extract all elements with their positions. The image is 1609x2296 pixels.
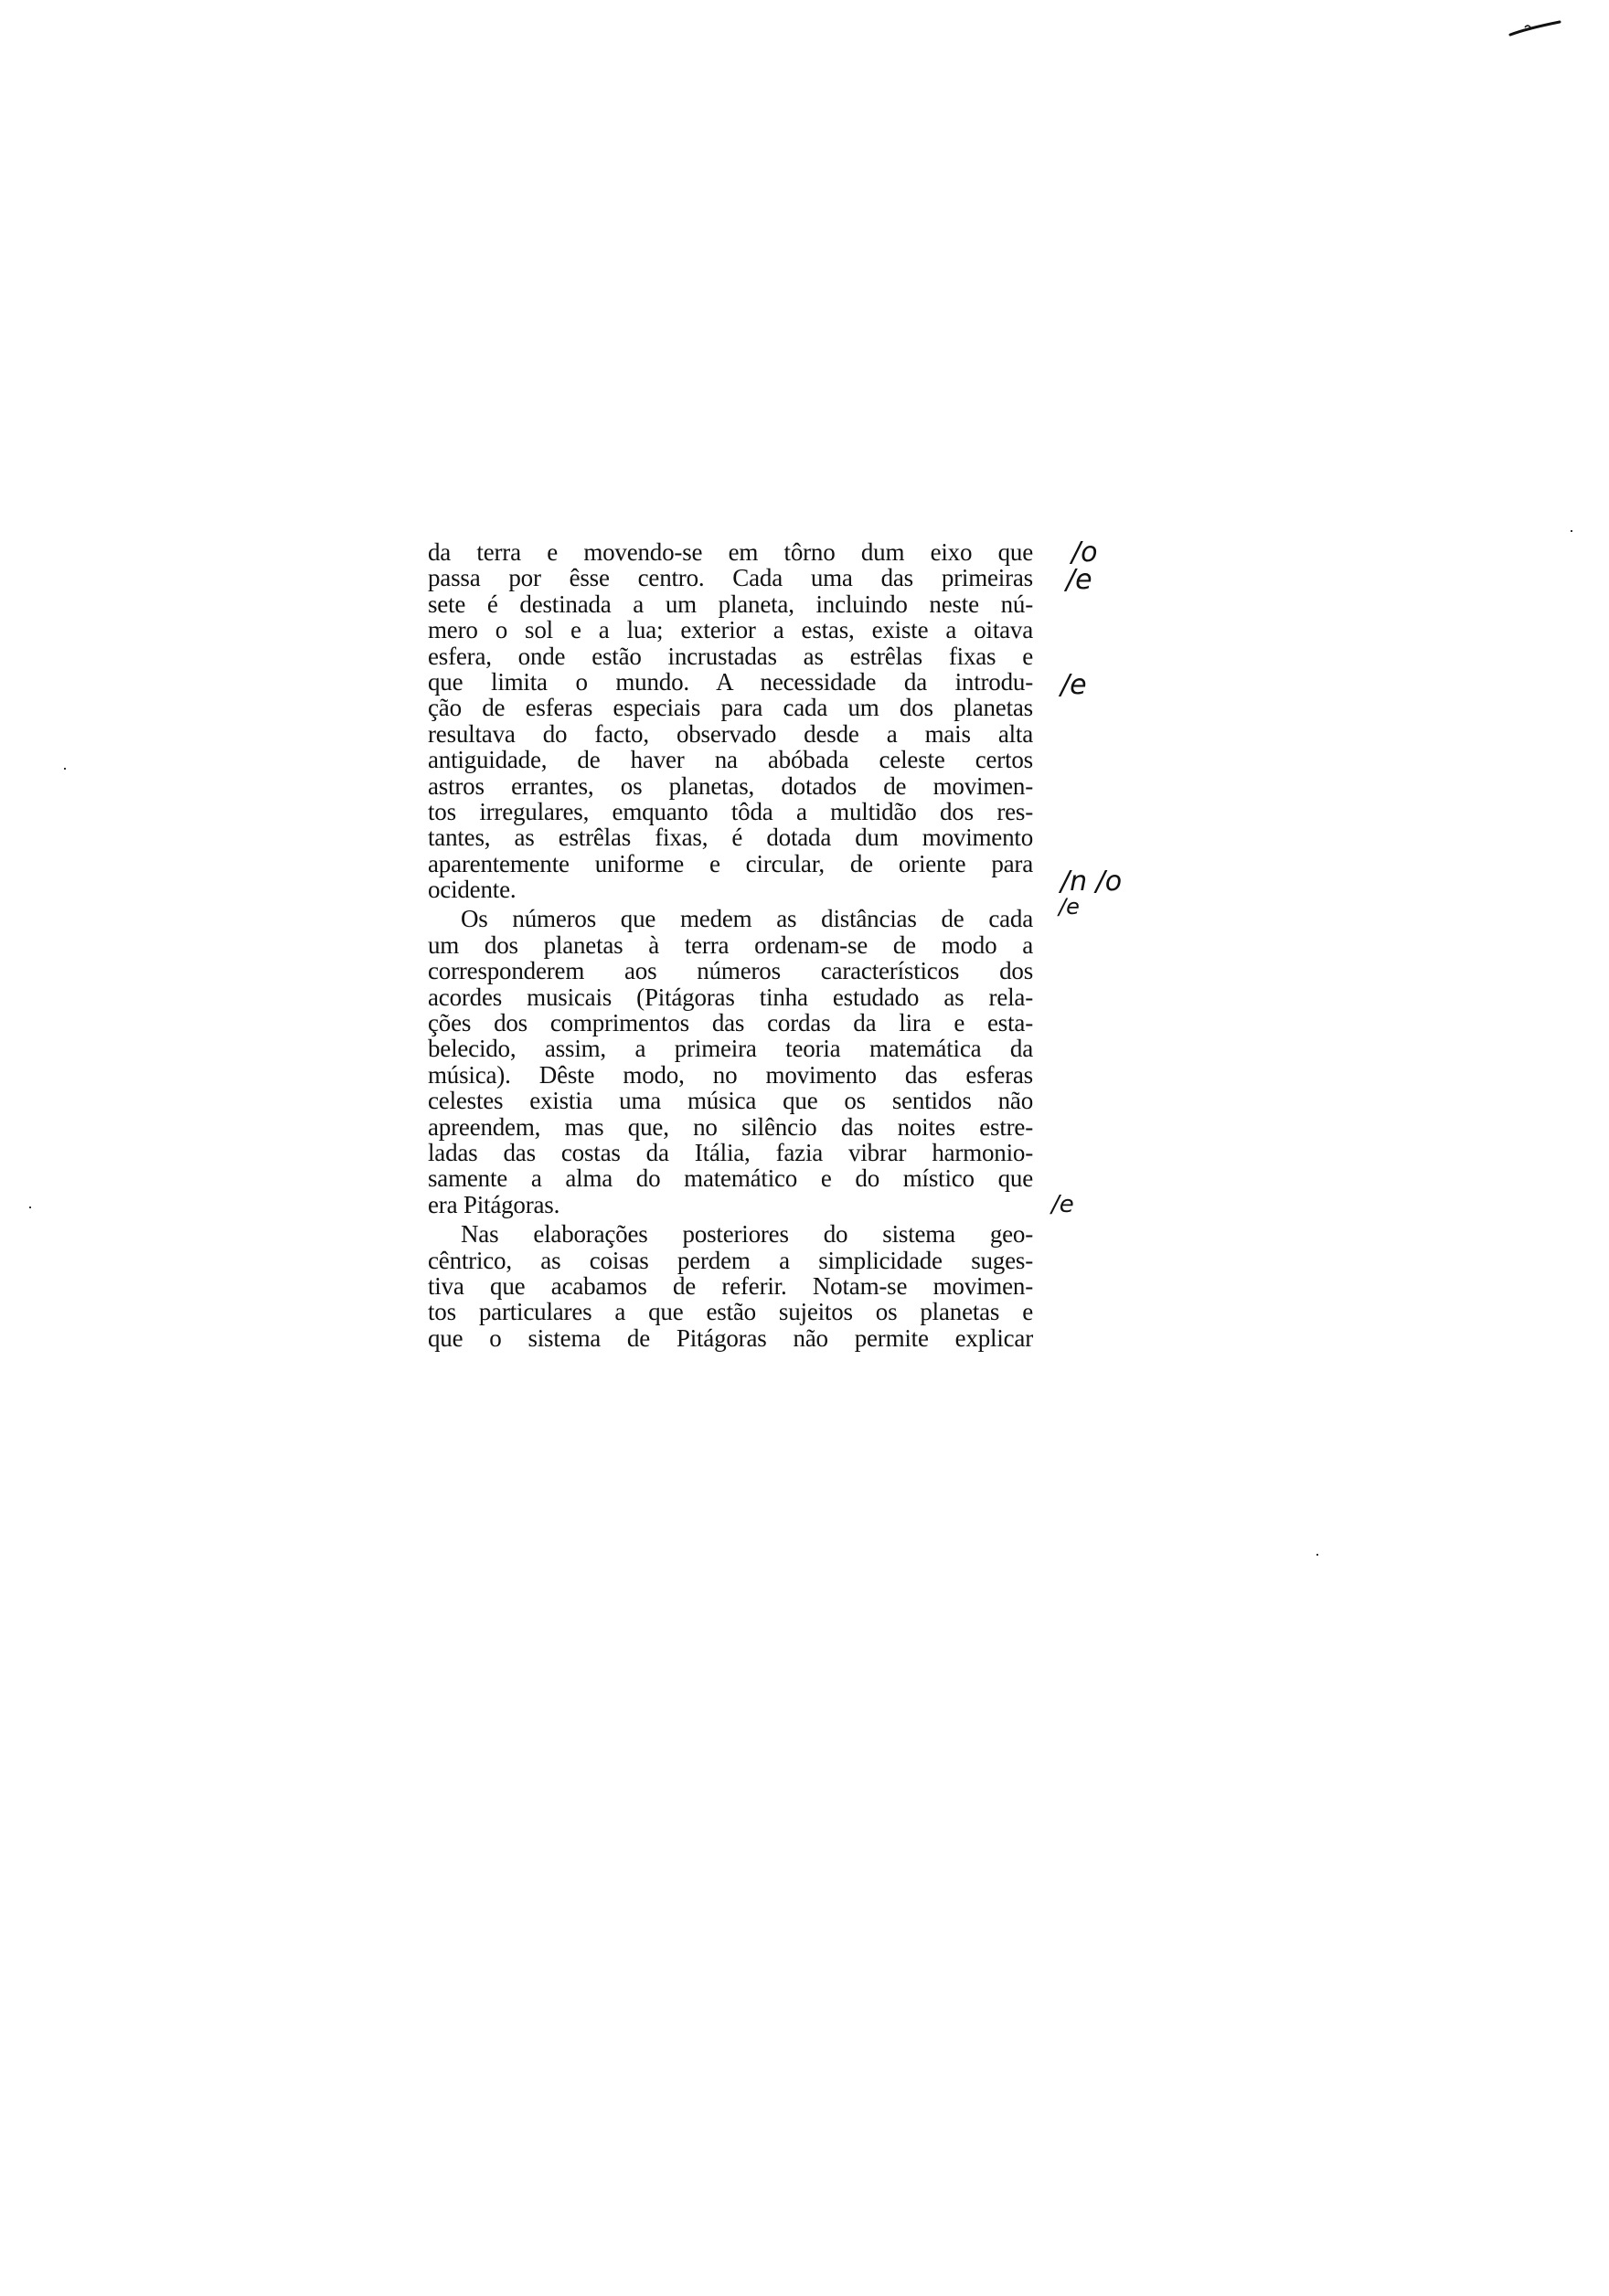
text-line: acordes musicais (Pitágoras tinha estudado as rela- (428, 983, 1033, 1011)
margin-annotation: /e (1066, 564, 1092, 596)
text-line: tos particulares a que estão sujeitos os planetas e (428, 1298, 1033, 1326)
text-line: cêntrico, as coisas perdem a simplicidade suges- (428, 1246, 1033, 1274)
text-line: antiguidade, de haver na abóbada celeste certos (428, 746, 1033, 774)
body-text (428, 539, 1033, 1351)
text-line: que o sistema de Pitágoras não permite explicar (428, 1323, 1033, 1352)
paragraph (428, 1221, 1033, 1351)
text-line: resultava do facto, observado desde a mais alta (428, 719, 1033, 748)
scan-speck (1316, 1554, 1318, 1556)
paragraph (428, 539, 1033, 902)
margin-annotation: /n /o (1060, 866, 1123, 898)
text-line: celestes existia uma música que os sentidos não (428, 1087, 1033, 1115)
text-line: tiva que acabamos de referir. Notam-se movimen- (428, 1271, 1033, 1300)
text-line: da terra e movendo-se em tôrno dum eixo que (428, 538, 1033, 566)
margin-annotation: /e (1059, 894, 1080, 919)
text-line: ocidente. (428, 876, 517, 904)
paragraph (428, 906, 1033, 1217)
text-line: tantes, as estrêlas fixas, é dotada dum movimento (428, 824, 1033, 852)
scan-speck (64, 768, 66, 770)
pen-scribble-mark (1508, 16, 1563, 37)
text-line: Os números que medem as distâncias de cada (461, 905, 1033, 933)
text-line: sete é destinada a um planeta, incluindo neste nú- (428, 590, 1033, 618)
text-line: samente a alma do matemático e do místico que (428, 1164, 1033, 1193)
text-line: ladas das costas da Itália, fazia vibrar harmonio- (428, 1138, 1033, 1166)
text-line: apreendem, mas que, no silêncio das noites estre- (428, 1112, 1033, 1141)
scan-speck (29, 1206, 31, 1208)
text-line: um dos planetas à terra ordenam-se de modo a (428, 930, 1033, 959)
text-line: que limita o mundo. A necessidade da introdu- (428, 667, 1033, 696)
margin-annotation: /e (1060, 669, 1087, 701)
margin-annotation: /e (1051, 1191, 1074, 1218)
text-line: ções dos comprimentos das cordas da lira e esta- (428, 1009, 1033, 1037)
text-line: Nas elaborações posteriores do sistema geo- (461, 1220, 1033, 1249)
text-line: era Pitágoras. (428, 1190, 560, 1218)
text-line: belecido, assim, a primeira teoria matemática da (428, 1035, 1033, 1063)
text-line: astros errantes, os planetas, dotados de movimen- (428, 771, 1033, 800)
text-line: ção de esferas especiais para cada um dos planetas (428, 694, 1033, 722)
text-line: tos irregulares, emquanto tôda a multidão dos res- (428, 797, 1033, 825)
margin-annotation: /o (1071, 537, 1098, 569)
text-line: esfera, onde estão incrustadas as estrêlas fixas e (428, 642, 1033, 670)
text-line: passa por êsse centro. Cada uma das primeiras (428, 564, 1033, 592)
text-line: aparentemente uniforme e circular, de oriente para (428, 849, 1033, 877)
text-line: corresponderem aos números característicos dos (428, 957, 1033, 985)
scan-speck (1571, 530, 1572, 532)
text-line: mero o sol e a lua; exterior a estas, existe a oitava (428, 616, 1033, 644)
text-line: música). Dêste modo, no movimento das esferas (428, 1060, 1033, 1089)
